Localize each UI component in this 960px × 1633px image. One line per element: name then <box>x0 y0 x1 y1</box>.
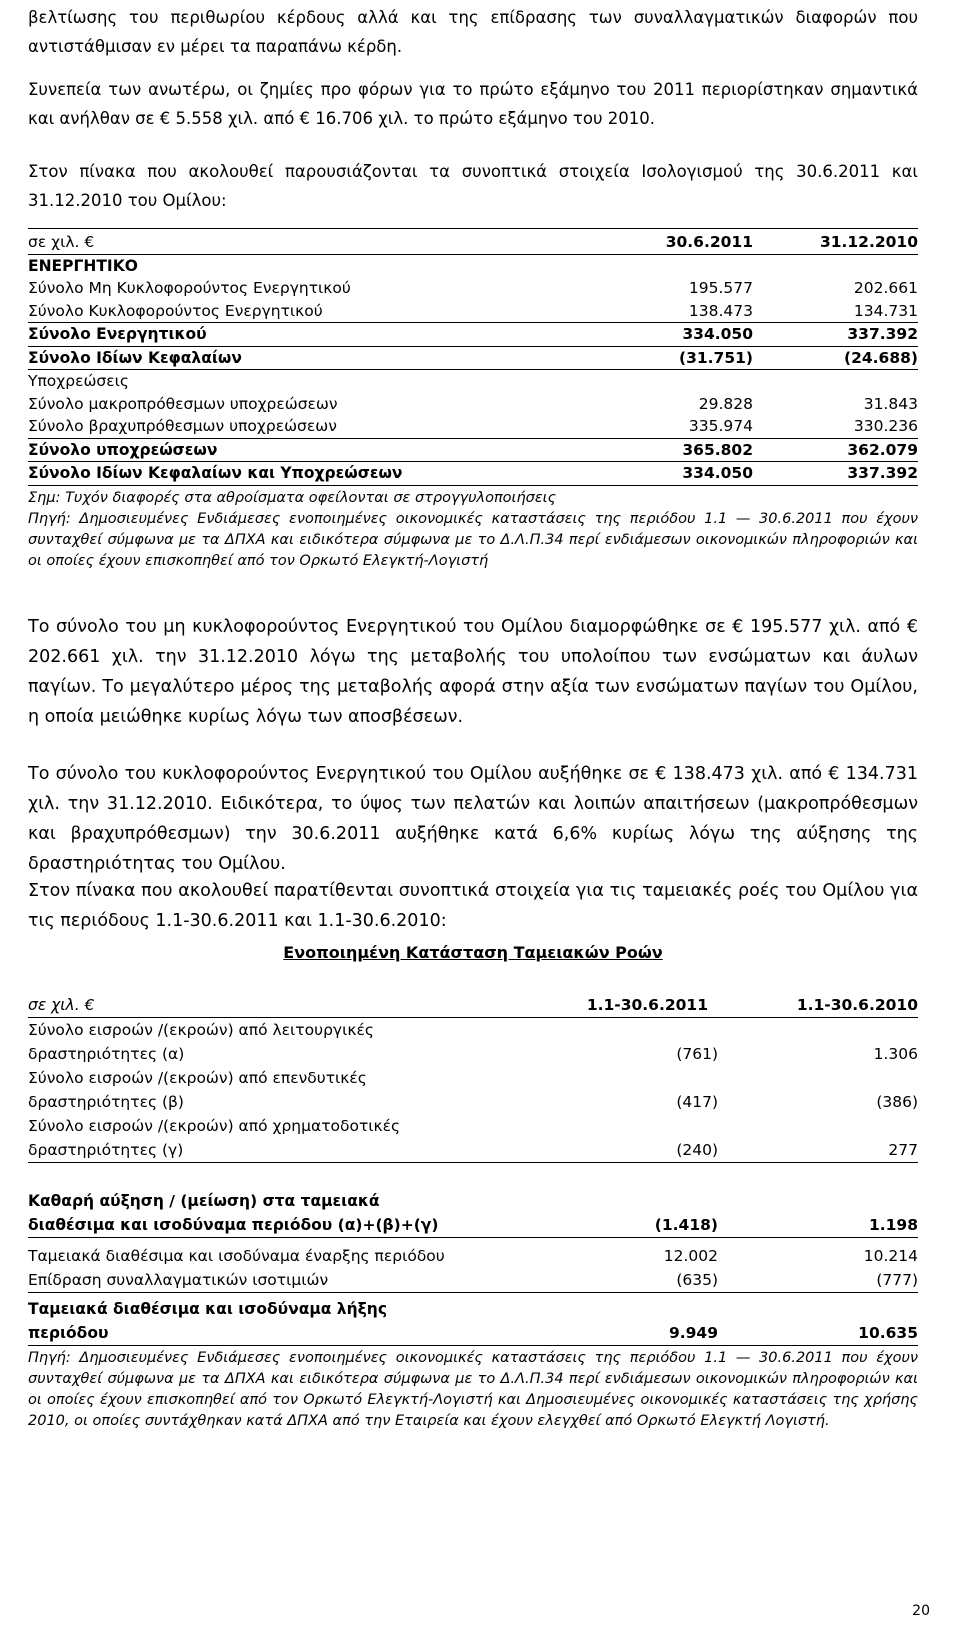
balance-col2-header: 31.12.2010 <box>819 233 918 251</box>
balance-rounding-note: Σημ: Τυχόν διαφορές στα αθροίσματα οφείλονται σε στρογγυλοποιήσεις <box>28 489 557 506</box>
row-value-2010: 1.306 <box>873 1045 918 1063</box>
row-value-2010: 134.731 <box>853 301 918 320</box>
balance-col1-header: 30.6.2011 <box>665 233 753 251</box>
row-label: Σύνολο εισροών /(εκροών) από χρηματοδοτικές δραστηριότητες (γ) <box>28 1117 401 1159</box>
row-value-2010: 10.214 <box>863 1247 918 1265</box>
cashflow-table <box>28 993 918 1432</box>
table-row <box>28 277 918 300</box>
row-label: Σύνολο Κυκλοφορούντος Ενεργητικού <box>28 301 323 320</box>
table-row <box>28 1018 918 1066</box>
row-label: Ταμειακά διαθέσιμα και ισοδύναμα έναρξης περιόδου <box>28 1247 445 1265</box>
balance-heading-row <box>28 254 918 278</box>
row-value-2011: (31.751) <box>679 348 753 367</box>
table-row <box>28 415 918 439</box>
table-row <box>28 1163 918 1238</box>
intro-paragraph-3: Στον πίνακα που ακολουθεί παρουσιάζονται τα συνοπτικά στοιχεία Ισολογισμού της 30.6.2011 και 31.12.2010 του Ομίλου: <box>28 162 918 210</box>
cashflow-col1-header: 1.1-30.6.2011 <box>586 996 708 1014</box>
table-row <box>28 370 918 393</box>
row-label: Σύνολο υποχρεώσεων <box>28 440 218 459</box>
row-value-2011: 9.949 <box>668 1324 718 1342</box>
balance-heading: ΕΝΕΡΓΗΤΙΚΟ <box>28 256 138 275</box>
intro-paragraph-2: Συνεπεία των ανωτέρω, οι ζημίες προ φόρων για το πρώτο εξάμηνο του 2011 περιορίστηκαν σημαντικά και ανήλθαν σε € 5.558 χιλ. από € 16.706 χιλ. το πρώτο εξάμηνο του 2010. <box>28 80 918 128</box>
body-paragraph-2: Το σύνολο του κυκλοφορούντος Ενεργητικού του Ομίλου αυξήθηκε σε € 138.473 χιλ. από € 134.731 χιλ. την 31.12.2010. Ειδικότερα, το ύψος των πελατών και λοιπών απαιτήσεων (μακροπρόθεσμων και βραχυπρόθεσμων) την 30.6.2011 αυξήθηκε κατά 6,6% κυρίως λόγω της αύξησης της δραστηριότητας του Ομίλου. <box>28 764 918 874</box>
row-value-2010: (777) <box>876 1271 918 1289</box>
row-value-2011: 335.974 <box>688 417 753 435</box>
table-row <box>28 462 918 486</box>
row-label: Υποχρεώσεις <box>28 372 129 390</box>
row-value-2010: 362.079 <box>847 440 918 459</box>
body-paragraph-1: Το σύνολο του μη κυκλοφορούντος Ενεργητικού του Ομίλου διαμορφώθηκε σε € 195.577 χιλ. από € 202.661 χιλ. την 31.12.2010 λόγω της μεταβολής του υπολοίπου των ενσώματων και άυλων παγίων. Το μεγαλύτερο μέρος της μεταβολής αφορά στην αξία των ενσώματων παγίων του Ομίλου, η οποία μειώθηκε κυρίως λόγω των αποσβέσεων. <box>28 617 918 727</box>
table-row <box>28 323 918 347</box>
row-label: Επίδραση συναλλαγματικών ισοτιμιών <box>28 1271 329 1289</box>
cashflow-unit: σε χιλ. € <box>28 996 95 1014</box>
row-value-2011: 365.802 <box>682 440 753 459</box>
row-label: Σύνολο Ιδίων Κεφαλαίων <box>28 348 242 367</box>
row-value-2010: 330.236 <box>853 417 918 435</box>
row-value-2010: 10.635 <box>858 1324 918 1342</box>
row-value-2011: (635) <box>676 1271 718 1289</box>
row-value-2010: 202.661 <box>853 279 918 297</box>
table-row <box>28 1066 918 1114</box>
row-label: Καθαρή αύξηση / (μείωση) στα ταμειακά διαθέσιμα και ισοδύναμα περιόδου (α)+(β)+(γ) <box>28 1192 439 1234</box>
row-value-2010: 31.843 <box>863 394 918 413</box>
row-value-2010: 337.392 <box>847 464 918 482</box>
row-value-2011: 334.050 <box>682 464 753 482</box>
page-number: 20 <box>912 1603 930 1619</box>
balance-unit: σε χιλ. € <box>28 233 95 251</box>
row-value-2011: (1.418) <box>654 1216 718 1234</box>
row-value-2010: 337.392 <box>847 325 918 343</box>
row-value-2010: 277 <box>888 1141 918 1159</box>
table-row <box>28 300 918 324</box>
table-row <box>28 1114 918 1163</box>
table-row <box>28 439 918 463</box>
row-value-2011: (417) <box>676 1093 718 1111</box>
balance-source-note: Πηγή: Δημοσιευμένες Ενδιάμεσες ενοποιημένες οικονομικές καταστάσεις της περιόδου 1.1 — 30.6.2011 που έχουν συνταχθεί σύμφωνα με τα ΔΠΧΑ και ειδικότερα σύμφωνα με το Δ.Λ.Π.34 περί ενδιάμεσων οικονομικών πληροφοριών και οι οποίες έχουν επισκοπηθεί από τον Ορκωτό Ελεγκτή-Λογιστή <box>28 510 918 569</box>
row-value-2011: (240) <box>676 1141 718 1159</box>
table-row <box>28 1238 918 1268</box>
row-value-2010: (386) <box>876 1093 918 1111</box>
row-value-2010: (24.688) <box>844 348 918 367</box>
balance-header-row <box>28 228 918 254</box>
row-value-2011: 195.577 <box>688 279 753 297</box>
cashflow-source-note: Πηγή: Δημοσιευμένες Ενδιάμεσες ενοποιημένες οικονομικές καταστάσεις της περιόδου 1.1 — 30.6.2011 που έχουν συνταχθεί σύμφωνα με τα ΔΠΧΑ και ειδικότερα σύμφωνα με το Δ.Λ.Π.34 περί ενδιάμεσων οικονομικών πληροφοριών και οι οποίες έχουν επισκοπηθεί από τον Ορκωτό Ελεγκτή-Λογιστή και Δημοσιευμένες οικονομικές καταστάσεις της χρήσης 2010, οι οποίες συντάχθηκαν κατά ΔΠΧΑ από την Εταιρεία και έχουν ελεγχθεί από Ορκωτό Ελεγκτή Λογιστή. <box>28 1350 918 1429</box>
cashflow-col2-header: 1.1-30.6.2010 <box>796 996 918 1014</box>
table-row <box>28 1268 918 1293</box>
balance-sheet-table <box>28 228 918 572</box>
row-value-2011: 12.002 <box>663 1247 718 1265</box>
row-value-2011: 334.050 <box>682 325 753 343</box>
table-row <box>28 393 918 416</box>
row-value-2010: 1.198 <box>868 1216 918 1234</box>
table-row <box>28 1293 918 1346</box>
intro-paragraph-1: βελτίωσης του περιθωρίου κέρδους αλλά και της επίδρασης των συναλλαγματικών διαφορών που αντιστάθμισαν εν μέρει τα παραπάνω κέρδη. <box>28 8 918 56</box>
row-label: Σύνολο εισροών /(εκροών) από επενδυτικές δραστηριότητες (β) <box>28 1069 367 1111</box>
cashflow-header-row <box>28 993 918 1018</box>
table-row <box>28 347 918 371</box>
row-label: Σύνολο Μη Κυκλοφορούντος Ενεργητικού <box>28 279 351 297</box>
row-label: Ταμειακά διαθέσιμα και ισοδύναμα λήξης περιόδου <box>28 1300 388 1342</box>
row-label: Σύνολο Ιδίων Κεφαλαίων και Υποχρεώσεων <box>28 464 403 482</box>
row-value-2011: (761) <box>676 1045 718 1063</box>
row-label: Σύνολο εισροών /(εκροών) από λειτουργικές δραστηριότητες (α) <box>28 1021 374 1063</box>
row-value-2011: 29.828 <box>698 394 753 413</box>
body-paragraph-3: Στον πίνακα που ακολουθεί παρατίθενται συνοπτικά στοιχεία για τις ταμειακές ροές του Ομίλου για τις περιόδους 1.1-30.6.2011 και 1.1-30.6.2010: <box>28 881 918 931</box>
row-label: Σύνολο μακροπρόθεσμων υποχρεώσεων <box>28 394 338 413</box>
row-label: Σύνολο Ενεργητικού <box>28 325 207 343</box>
cashflow-title: Ενοποιημένη Κατάσταση Ταμειακών Ροών <box>283 943 663 962</box>
row-value-2011: 138.473 <box>688 301 753 320</box>
row-label: Σύνολο βραχυπρόθεσμων υποχρεώσεων <box>28 417 337 435</box>
